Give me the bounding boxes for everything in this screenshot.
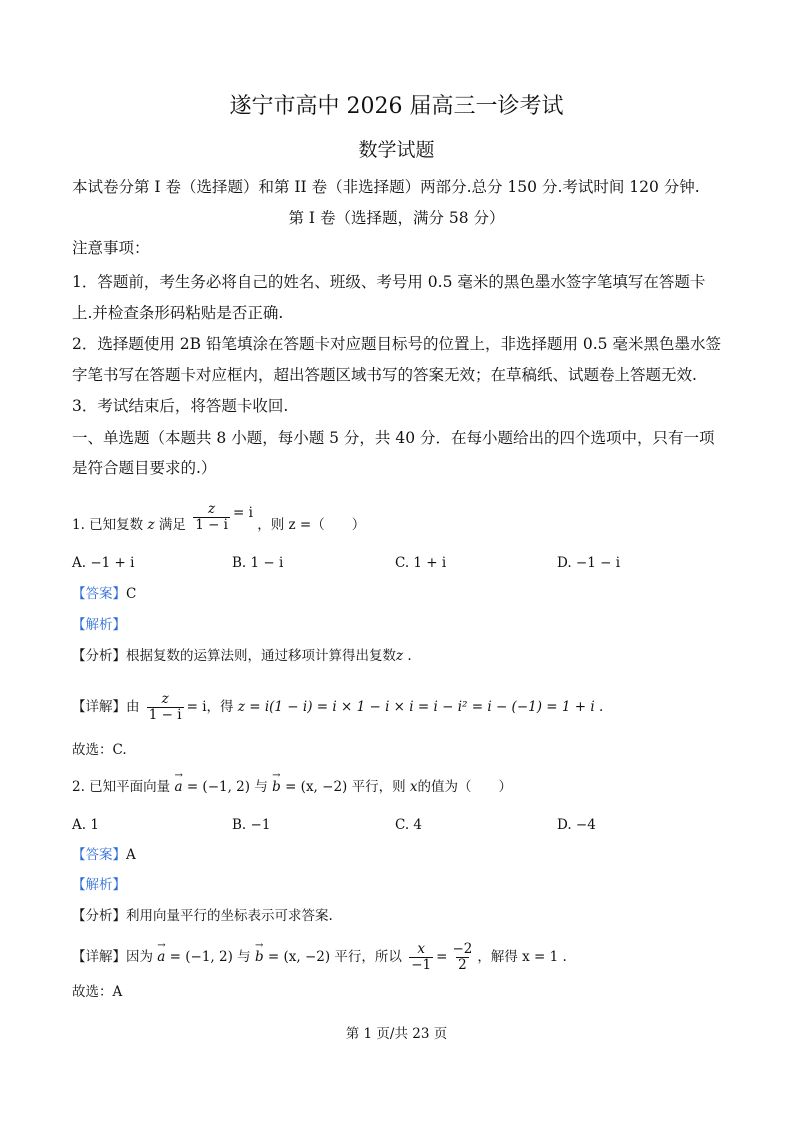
q1-eq-rhs: = i xyxy=(233,505,253,521)
q2-option-c: C. 4 xyxy=(395,817,423,833)
q1-option-a: A. −1 + i xyxy=(72,555,135,571)
note-1-line-1: 1．答题前，考生务必将自己的姓名、班级、考号用 0.5 毫米的黑色墨水签字笔填写在答题卡 xyxy=(72,273,706,291)
notes-heading: 注意事项： xyxy=(72,239,150,257)
q1-var-z: z xyxy=(147,517,155,533)
q2-f1-num: x xyxy=(417,941,425,957)
q2-detail-fraction-2 xyxy=(450,942,474,973)
q2-detail-tag: 【详解】 xyxy=(72,949,126,965)
part-1-heading-line-2: 是符合题目要求的.） xyxy=(72,459,217,477)
q2-option-d: D. −4 xyxy=(557,817,596,833)
question-1-stem xyxy=(72,501,366,541)
q1-option-c: C. 1 + i xyxy=(395,555,447,571)
q2-answer-tag: 【答案】 xyxy=(72,847,126,863)
q1-fraction xyxy=(193,502,230,533)
q1-fenxi-end: . xyxy=(403,648,412,664)
q1-detail-frac-den: 1 − i xyxy=(148,707,182,723)
q1-analysis-tag: 【解析】 xyxy=(72,617,126,633)
q2-vec-a: → a xyxy=(174,777,182,797)
q2-stem-post: 的值为（ ） xyxy=(417,779,513,795)
q2-var-x: x xyxy=(409,779,418,795)
q1-fenxi-tag: 【分析】 xyxy=(72,648,126,664)
q2-b-val: = (x, −2) 平行，则 xyxy=(280,779,406,795)
q2-a-val: = (−1, 2) 与 xyxy=(182,779,268,795)
q1-frac-den: 1 − i xyxy=(195,517,228,533)
part-1-heading-line-1: 一、单选题（本题共 8 小题，每小题 5 分，共 40 分．在每小题给出的四个选项中，只有一项 xyxy=(72,429,715,447)
q1-detail-tag: 【详解】 xyxy=(72,699,126,715)
q1-detail-calc: z = i(1 − i) = i × 1 − i × i = i − i² = i − (−1) = 1 + i . xyxy=(237,699,604,715)
q2-conclusion: 故选：A xyxy=(72,984,123,1000)
q2-detail-pre: 因为 xyxy=(126,949,153,965)
page-footer: 第 1 页/共 23 页 xyxy=(345,1026,448,1042)
q1-option-d: D. −1 − i xyxy=(557,555,621,571)
q2-detail-post: ，解得 x = 1 . xyxy=(477,949,567,965)
q1-stem-pre: 1. 已知复数 xyxy=(72,517,144,533)
q1-detail xyxy=(72,692,603,723)
q1-option-b: B. 1 − i xyxy=(232,555,284,571)
q2-detail: 【详解】因为 → a = (−1, 2) 与 → b = (x, −2) 平行，所以 $\frac{x}{-1}$ = $\frac{-2}{2}$ ，解得 x = 1 . xyxy=(72,942,567,973)
q2-analysis-tag: 【解析】 xyxy=(72,877,126,893)
q1-conclusion: 故选：C. xyxy=(72,742,127,758)
q2-answer-value: A xyxy=(126,847,136,863)
q1-answer-tag: 【答案】 xyxy=(72,586,126,602)
q2-detail-b-val: = (x, −2) 平行，所以 xyxy=(263,949,402,965)
q2-stem-pre: 2. 已知平面向量 xyxy=(72,779,171,795)
q1-ask: z =（ ） xyxy=(288,517,366,533)
q2-option-b: B. −1 xyxy=(232,817,271,833)
q1-stem-mid: 满足 xyxy=(158,517,186,533)
q2-f2-den: 2 xyxy=(458,957,467,973)
question-2-stem xyxy=(72,777,512,797)
q2-option-a: A. 1 xyxy=(72,817,99,833)
q2-fenxi-text: 利用向量平行的坐标表示可求答案. xyxy=(126,908,333,924)
q2-detail-a-val: = (−1, 2) 与 xyxy=(165,949,251,965)
subject-title: 数学试题 xyxy=(358,139,435,161)
section-title: 第 I 卷（选择题，满分 58 分） xyxy=(288,209,505,227)
q2-detail-vec-b: → b xyxy=(255,947,264,967)
q1-fenxi xyxy=(72,646,412,666)
q2-detail-vec-a: → a xyxy=(157,947,165,967)
q1-detail-frac-num: z xyxy=(161,691,169,707)
q1-detail-eq: = i，得 xyxy=(186,699,234,715)
q1-stem-post: ，则 xyxy=(257,517,285,533)
q2-fenxi xyxy=(72,906,333,926)
q1-answer xyxy=(72,584,136,604)
q2-answer xyxy=(72,845,136,865)
q2-f2-num: −2 xyxy=(452,941,473,957)
q1-detail-fraction xyxy=(147,692,184,723)
q1-answer-value: C xyxy=(126,586,137,602)
exam-intro: 本试卷分第 I 卷（选择题）和第 II 卷（非选择题）两部分.总分 150 分.考试时间 120 分钟. xyxy=(72,178,700,196)
q2-f1-den: −1 xyxy=(411,957,432,973)
note-2-line-1: 2．选择题使用 2B 铅笔填涂在答题卡对应题目标号的位置上，非选择题用 0.5 毫米黑色墨水签 xyxy=(72,335,721,353)
exam-title: 遂宁市高中 2026 届高三一诊考试 xyxy=(229,94,564,119)
q2-fenxi-tag: 【分析】 xyxy=(72,908,126,924)
q1-detail-pre: 由 xyxy=(126,699,140,715)
note-2-line-2: 字笔书写在答题卡对应框内，超出答题区域书写的答案无效；在草稿纸、试题卷上答题无效. xyxy=(72,366,697,384)
q2-detail-fraction-1 xyxy=(409,942,433,973)
note-1-line-2: 上.并检查条形码粘贴是否正确. xyxy=(72,304,284,322)
q1-fenxi-var: z xyxy=(396,648,404,664)
q1-frac-num: z xyxy=(208,501,216,517)
note-3: 3．考试结束后，将答题卡收回. xyxy=(72,397,289,415)
q2-vec-b: → b xyxy=(272,777,281,797)
q1-fenxi-text: 根据复数的运算法则，通过移项计算得出复数 xyxy=(126,648,396,664)
